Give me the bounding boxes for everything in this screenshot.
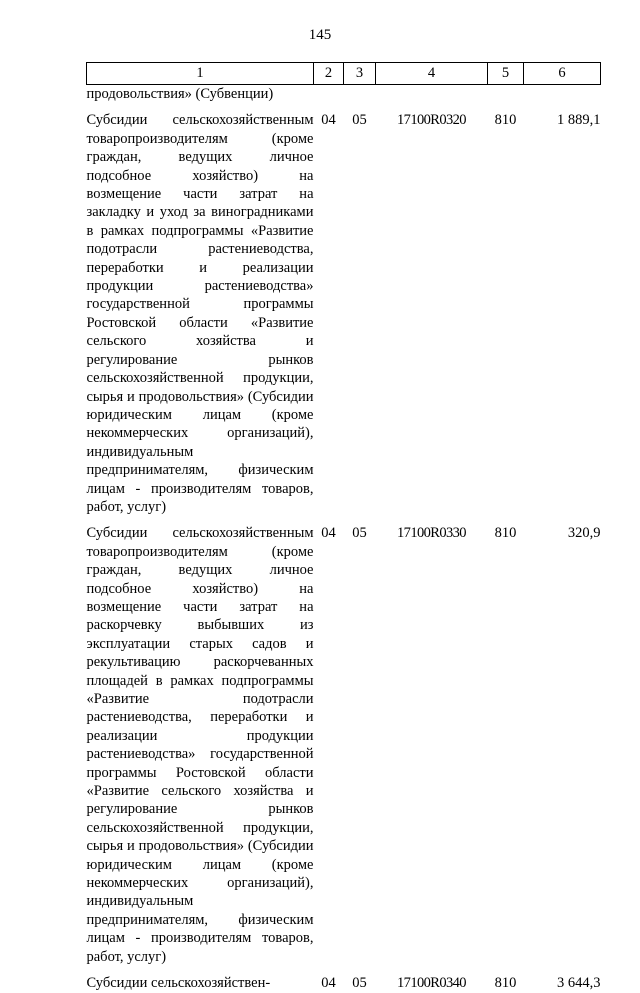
row-csr: 17100R0340 bbox=[397, 975, 466, 992]
continuation-row bbox=[87, 85, 601, 104]
header-col-4: 4 bbox=[376, 63, 488, 85]
row-csr: 17100R0330 bbox=[397, 525, 466, 542]
row-rz: 04 bbox=[321, 975, 336, 992]
row-pr: 05 bbox=[352, 525, 367, 542]
row-description: Субсидии сельскохозяйствен- bbox=[86, 975, 271, 992]
header-col-5: 5 bbox=[488, 63, 524, 85]
row-vr: 810 bbox=[494, 112, 517, 129]
header-col-1: 1 bbox=[87, 63, 314, 85]
header-col-3: 3 bbox=[344, 63, 376, 85]
row-description: Субсидии сельскохозяйственным товаропроизводителям (кроме граждан, ведущих личное подсобное хозяйство) на возмещение части затрат на раскорчевку выбывших из эксплуатации старых садов и рекультивацию раскорчеванных площадей в рамках подпрограммы «Развитие подотрасли растениеводства, переработки и реализации продукции растениеводства» государственной программы Ростовской области «Развитие сельского хозяйства и регулирование рынков сельскохозяйственной продукции, сырья и продовольствия» (Субсидии юридическим лицам (кроме некоммерческих организаций), индивидуальным предпринимателям, физическим лицам - производителям товаров, работ, услуг) bbox=[86, 525, 314, 965]
budget-table bbox=[86, 62, 601, 993]
row-amount: 320,9 bbox=[567, 525, 601, 542]
row-rz: 04 bbox=[321, 525, 336, 542]
continuation-text: продовольствия» (Субвенции) bbox=[86, 86, 274, 102]
table-row bbox=[87, 966, 601, 992]
header-col-6: 6 bbox=[524, 63, 601, 85]
row-pr: 05 bbox=[352, 112, 367, 129]
row-amount: 3 644,3 bbox=[557, 975, 601, 992]
row-description: Субсидии сельскохозяйственным товаропроизводителям (кроме граждан, ведущих личное подсобное хозяйство) на возмещение части затрат на закладку и уход за виноградниками в рамках подпрограммы «Развитие подотрасли растениеводства, переработки и реализации продукции растениеводства» государственной программы Ростовской области «Развитие сельского хозяйства и регулирование рынков сельскохозяйственной продукции, сырья и продовольствия» (Субсидии юридическим лицам (кроме некоммерческих организаций), индивидуальным предпринимателям, физическим лицам - производителям товаров, работ, услуг) bbox=[86, 112, 314, 515]
table-row bbox=[87, 103, 601, 516]
page-number: 145 bbox=[308, 27, 332, 43]
table-row bbox=[87, 516, 601, 966]
table-header bbox=[87, 63, 601, 85]
row-vr: 810 bbox=[494, 975, 517, 992]
row-pr: 05 bbox=[352, 975, 367, 992]
row-rz: 04 bbox=[321, 112, 336, 129]
row-amount: 1 889,1 bbox=[557, 112, 601, 129]
header-col-2: 2 bbox=[314, 63, 344, 85]
row-csr: 17100R0320 bbox=[397, 112, 466, 129]
row-vr: 810 bbox=[494, 525, 517, 542]
